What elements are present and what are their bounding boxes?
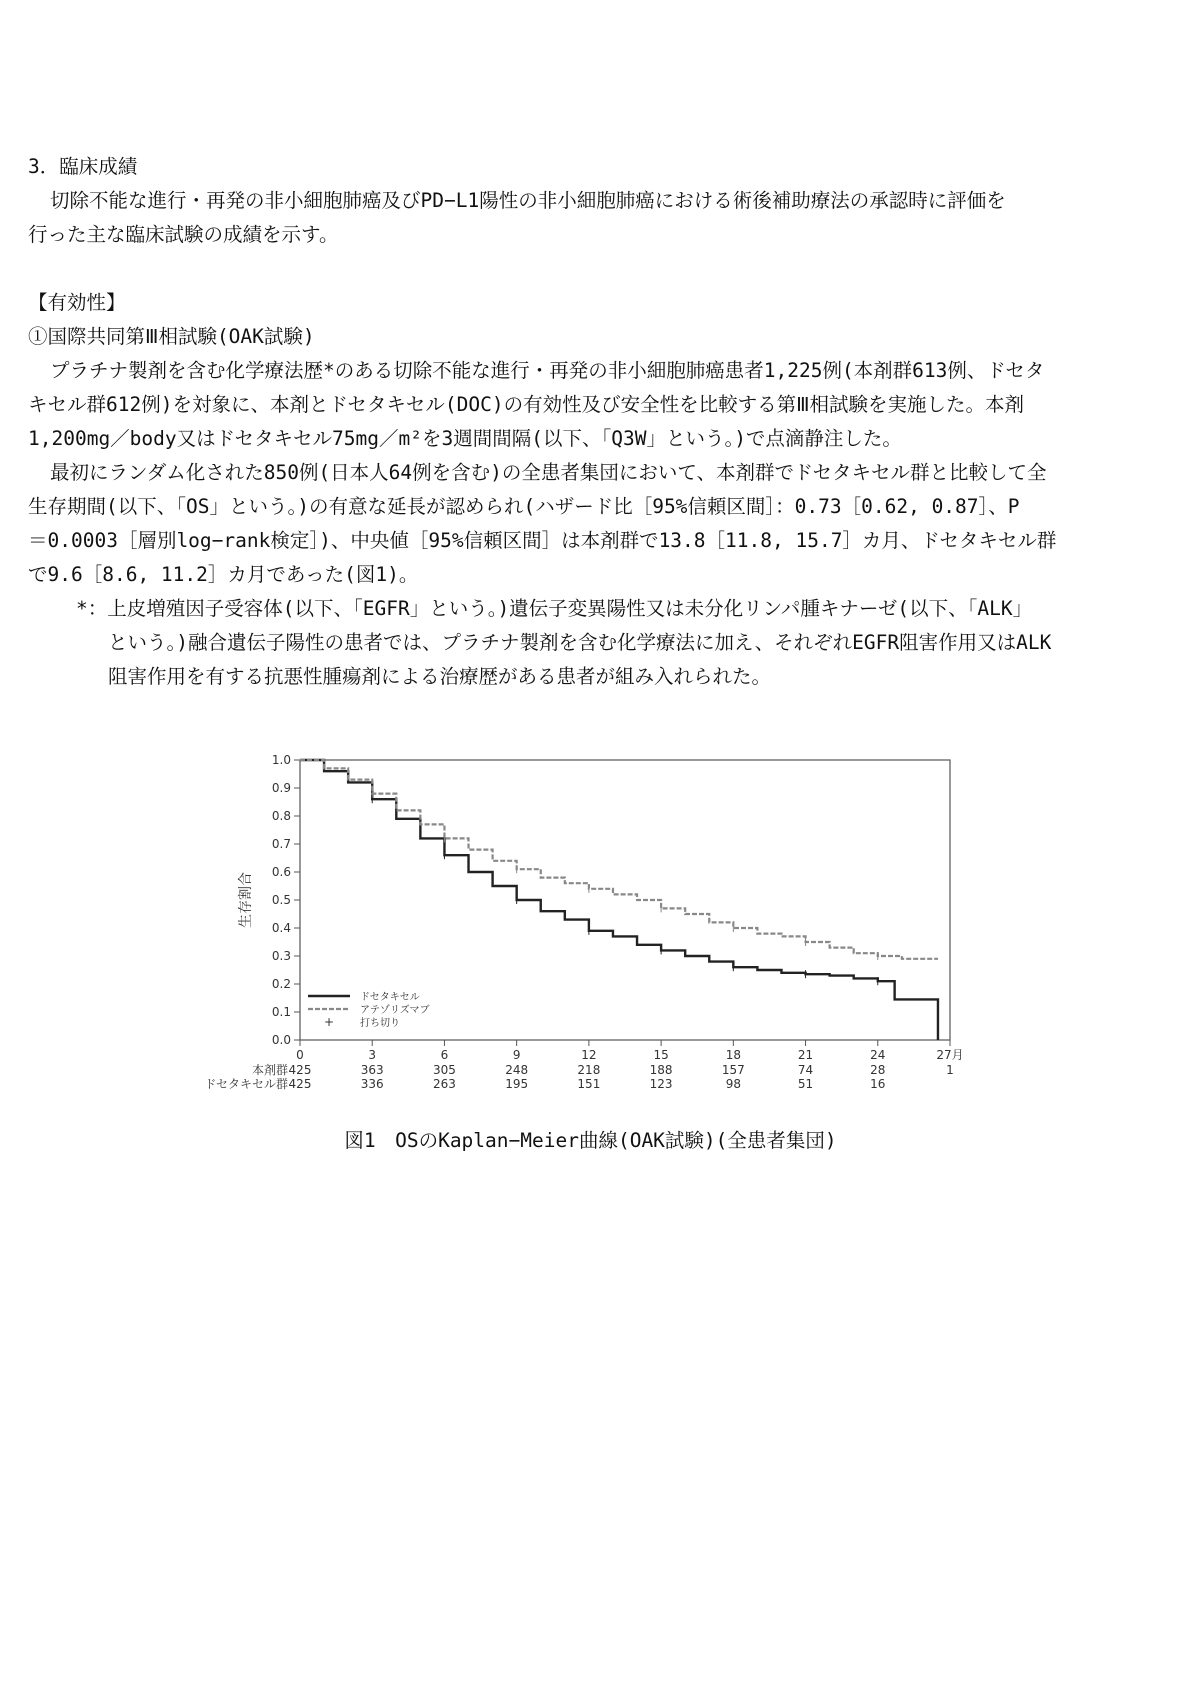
- intro-line-1: 切除不能な進行・再発の非小細胞肺癌及びPD−L1陽性の非小細胞肺癌における術後補助療法の承認時に評価を: [50, 189, 1006, 212]
- risk-value: 188: [649, 1063, 673, 1077]
- risk-value: 74: [797, 1063, 814, 1077]
- intro-line-2: 行った主な臨床試験の成績を示す。: [28, 223, 339, 246]
- risk-value: 218: [577, 1063, 601, 1077]
- legend-label: ドセタキセル: [360, 992, 420, 1003]
- x-tick-label: 27月: [936, 1048, 964, 1062]
- km-curve-1: [300, 760, 938, 959]
- y-tick-label: 0.8: [271, 809, 291, 823]
- y-tick-label: 1.0: [271, 755, 291, 767]
- x-tick-label: 0: [296, 1048, 304, 1062]
- para2-line-3: ＝0.0003［層別log−rank検定］)、中央値［95%信頼区間］は本剤群で13.8［11.8, 15.7］カ月、ドセタキセル群: [28, 529, 1057, 552]
- risk-value: 305: [432, 1063, 456, 1077]
- x-tick-label: 15: [653, 1048, 669, 1062]
- risk-value: 425: [288, 1077, 312, 1091]
- risk-value: 425: [288, 1063, 312, 1077]
- km-chart: [190, 755, 990, 1115]
- footnote-line-2: という。)融合遺伝子陽性の患者では、プラチナ製剤を含む化学療法に加え、それぞれEGFR阻害作用又はALK: [108, 631, 1052, 654]
- risk-value: 157: [721, 1063, 745, 1077]
- footnote-line-1: *：上皮増殖因子受容体(以下、「EGFR」という。)遺伝子変異陽性又は未分化リンパ腫キナーゼ(以下、「ALK」: [76, 597, 1033, 620]
- x-tick-label: 6: [440, 1048, 449, 1062]
- section-heading: 3．臨床成績: [28, 155, 138, 178]
- y-tick-label: 0.2: [271, 977, 291, 991]
- para2-line-1: 最初にランダム化された850例(日本人64例を含む)の全患者集団において、本剤群でドセタキセル群と比較して全: [50, 461, 1047, 484]
- y-tick-label: 0.4: [271, 921, 291, 935]
- km-figure: [190, 755, 990, 1115]
- y-tick-label: 0.3: [271, 949, 291, 963]
- efficacy-heading: 【有効性】: [28, 291, 126, 314]
- x-tick-label: 3: [368, 1048, 377, 1062]
- legend-censor-symbol: +: [323, 1015, 335, 1029]
- y-tick-label: 0.6: [271, 865, 291, 879]
- risk-value: 336: [360, 1077, 384, 1091]
- x-tick-label: 12: [581, 1048, 597, 1062]
- legend-label: アテゾリズマブ: [360, 1005, 430, 1016]
- y-tick-label: 0.9: [271, 781, 291, 795]
- footnote-line-3: 阻害作用を有する抗悪性腫瘍剤による治療歴がある患者が組み入れられた。: [108, 665, 772, 688]
- legend-label: 打ち切り: [360, 1018, 400, 1029]
- risk-value: 28: [870, 1063, 886, 1077]
- x-tick-label: 21: [797, 1048, 814, 1062]
- x-tick-label: 24: [870, 1048, 886, 1062]
- y-axis-label: 生存割合: [238, 872, 254, 928]
- risk-value: 16: [870, 1077, 886, 1091]
- risk-value: 248: [505, 1063, 529, 1077]
- y-tick-label: 0.1: [271, 1005, 291, 1019]
- y-tick-label: 0.7: [271, 837, 291, 851]
- risk-row-label: 本剤群: [251, 1063, 288, 1077]
- y-tick-label: 0.0: [271, 1033, 291, 1047]
- risk-value: 51: [797, 1077, 814, 1091]
- para2-line-4: で9.6［8.6, 11.2］カ月であった(図1)。: [28, 563, 419, 586]
- para1-line-3: 1,200mg／body又はドセタキセル75mg／m²を3週間間隔(以下、「Q3W」という。)で点滴静注した。: [28, 427, 902, 450]
- risk-value: 123: [649, 1077, 673, 1091]
- x-tick-label: 9: [512, 1048, 521, 1062]
- risk-value: 195: [505, 1077, 529, 1091]
- para1-line-2: キセル群612例)を対象に、本剤とドセタキセル(DOC)の有効性及び安全性を比較する第Ⅲ相試験を実施した。本剤: [28, 393, 1025, 416]
- risk-value: 263: [432, 1077, 456, 1091]
- document-body: [28, 150, 1153, 694]
- risk-value: 363: [360, 1063, 384, 1077]
- risk-row-label: ドセタキセル群: [204, 1077, 288, 1091]
- risk-value: 1: [946, 1063, 954, 1077]
- para2-line-2: 生存期間(以下、「OS」という。)の有意な延長が認められ(ハザード比［95%信頼区間］：0.73［0.62, 0.87］、P: [28, 495, 1020, 518]
- risk-value: 98: [725, 1077, 741, 1091]
- para1-line-1: プラチナ製剤を含む化学療法歴*のある切除不能な進行・再発の非小細胞肺癌患者1,225例(本剤群613例、ドセタ: [50, 359, 1045, 382]
- risk-value: 151: [577, 1077, 601, 1091]
- study-heading: ①国際共同第Ⅲ相試験(OAK試験): [28, 325, 315, 348]
- figure-caption: 図1 OSのKaplan−Meier曲線(OAK試験)(全患者集団): [344, 1129, 837, 1152]
- y-tick-label: 0.5: [271, 893, 291, 907]
- x-tick-label: 18: [725, 1048, 741, 1062]
